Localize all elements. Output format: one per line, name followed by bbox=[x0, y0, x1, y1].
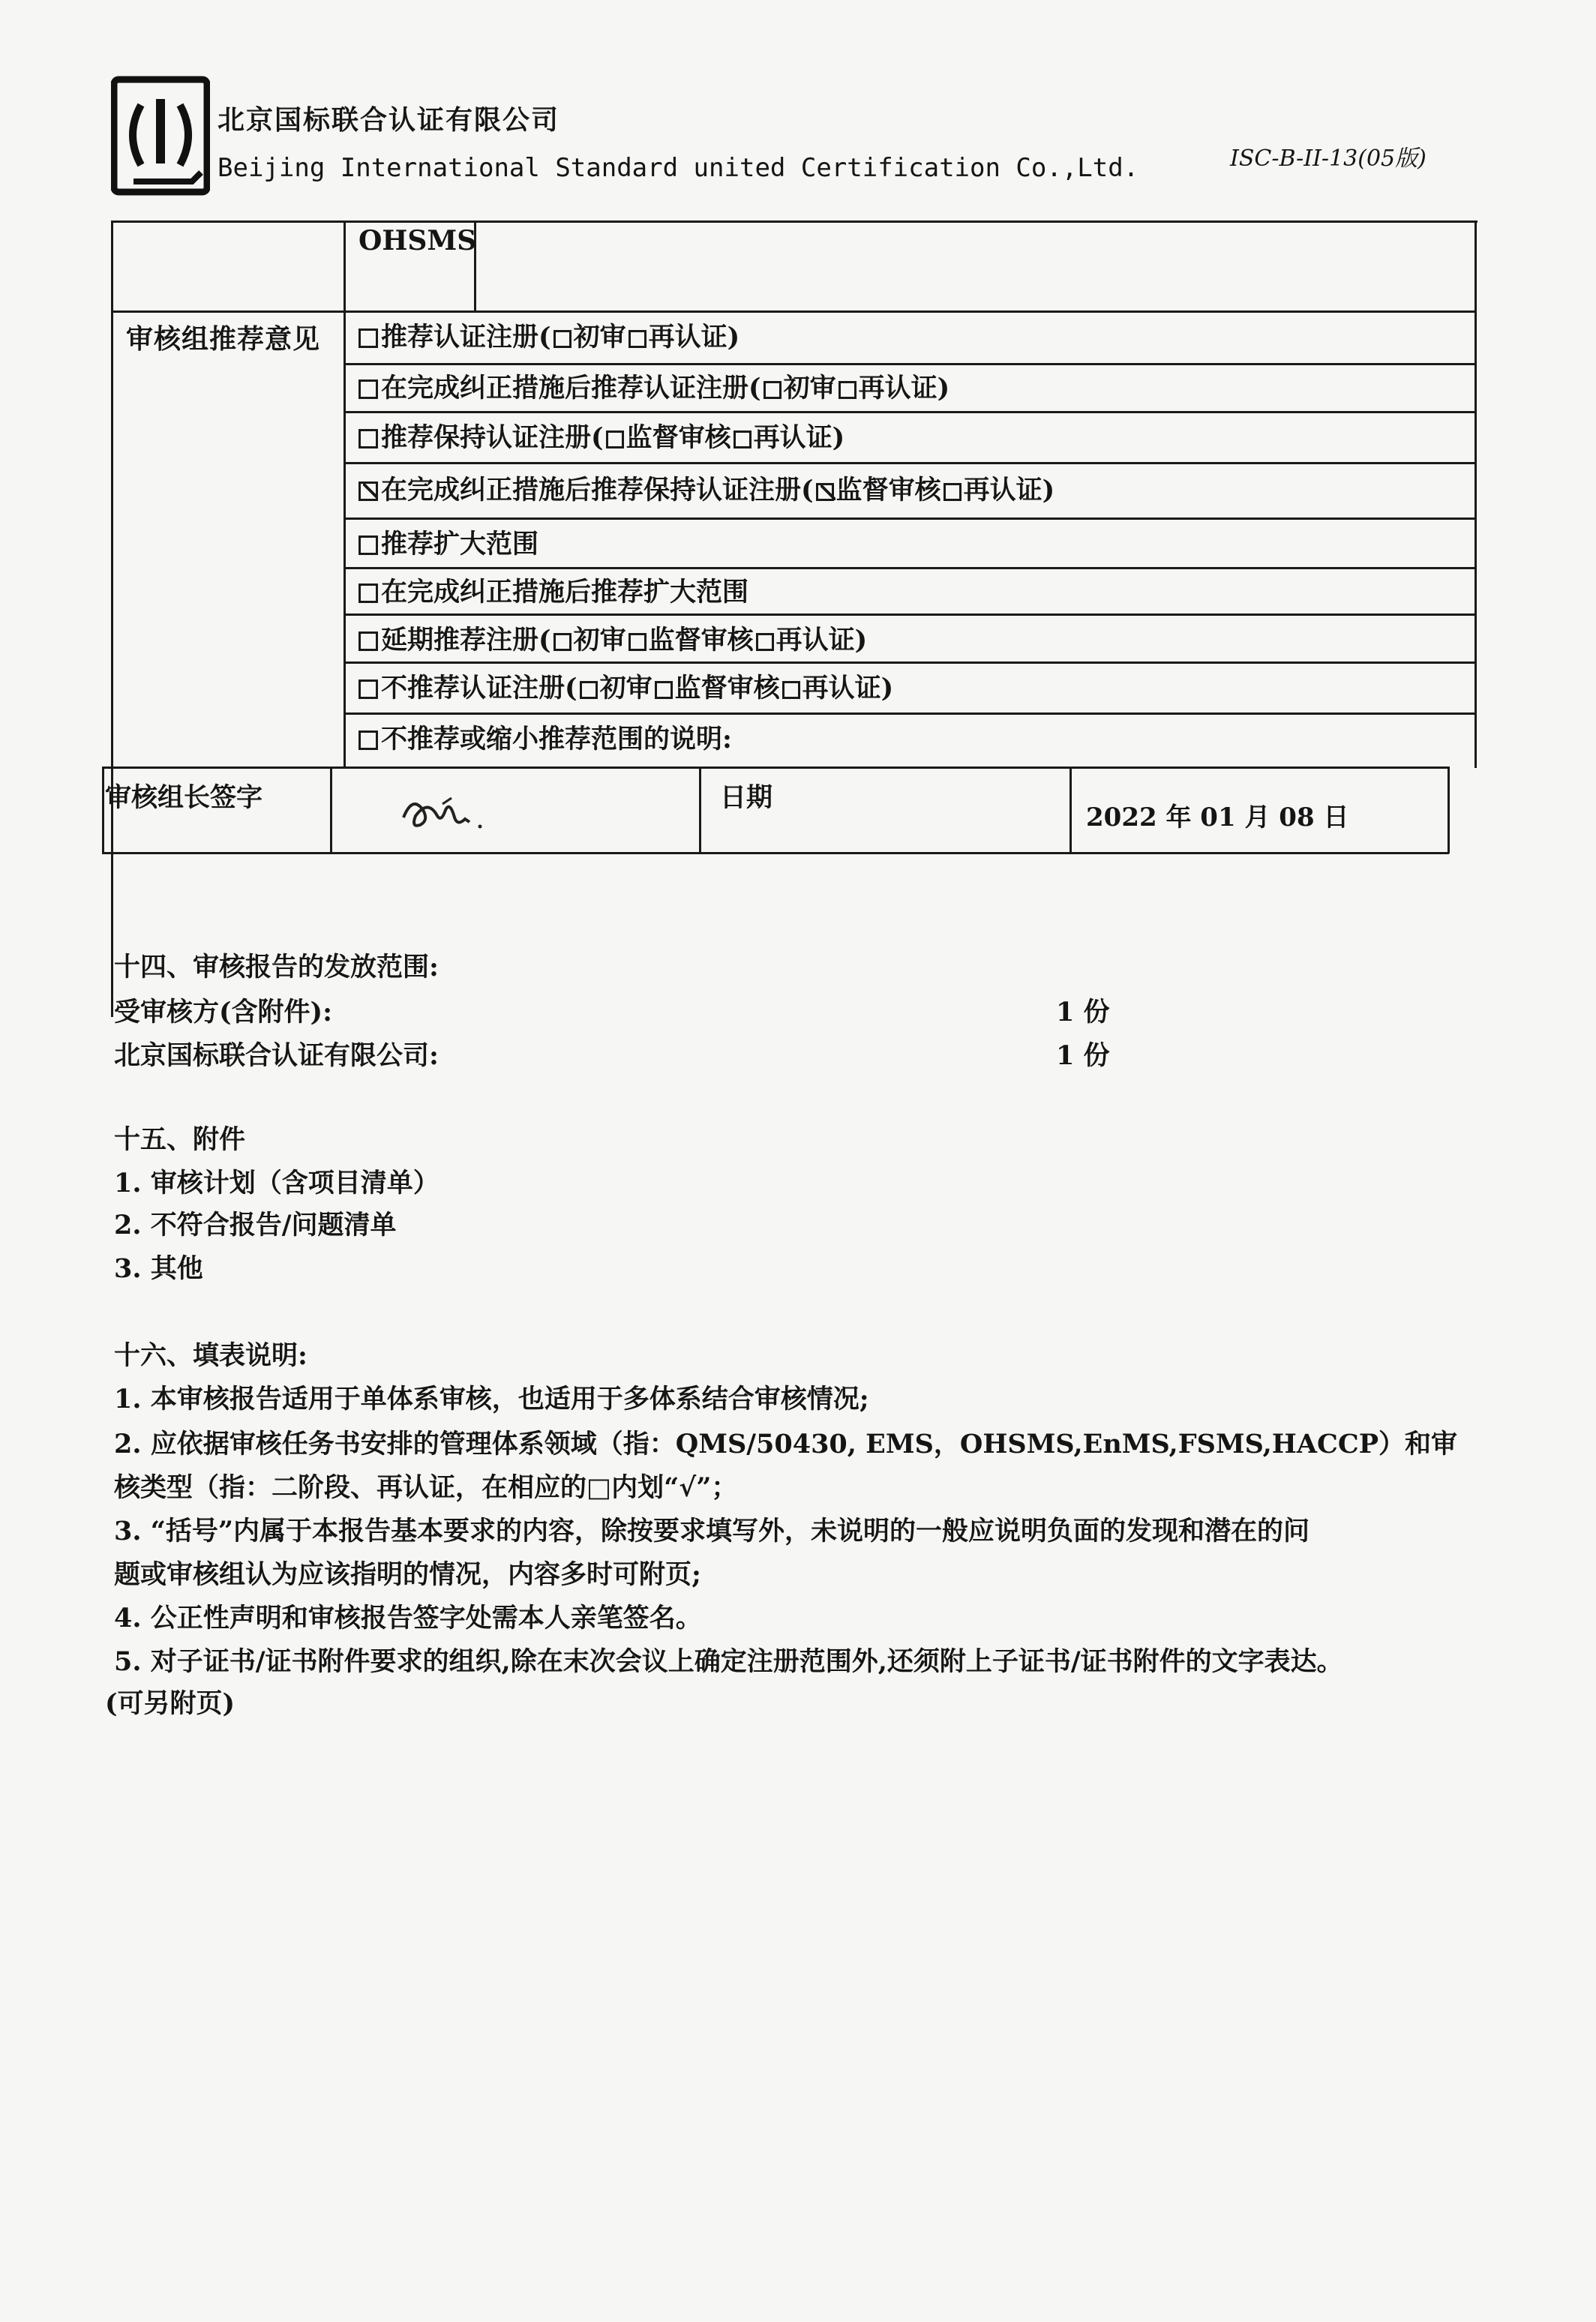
row-line bbox=[344, 411, 1476, 413]
option-label: 再认证) bbox=[802, 673, 894, 704]
table-right-border bbox=[1474, 220, 1477, 768]
option-label: 再认证) bbox=[858, 373, 950, 404]
attachments-title: 十五、附件 bbox=[114, 1124, 246, 1155]
checkbox-empty[interactable] bbox=[838, 381, 856, 399]
checkbox-checked[interactable] bbox=[816, 483, 834, 501]
sign-col-divider bbox=[330, 766, 332, 854]
row-line bbox=[344, 614, 1476, 616]
checkbox-empty[interactable] bbox=[655, 681, 673, 699]
company-name-en: Beijing International Standard united Certification Co.,Ltd. bbox=[218, 153, 1139, 183]
instruction-line: 题或审核组认为应该指明的情况，内容多时可附页; bbox=[114, 1559, 701, 1590]
distribution-row-copies: 1 份 bbox=[1056, 997, 1110, 1028]
option-label: 在完成纠正措施后推荐认证注册( bbox=[381, 373, 761, 404]
instructions-title: 十六、填表说明: bbox=[114, 1340, 308, 1371]
table-top-border bbox=[111, 220, 1478, 223]
option-label: 在完成纠正措施后推荐扩大范围 bbox=[381, 577, 749, 608]
checkbox-empty[interactable] bbox=[358, 632, 378, 651]
system-label: OHSMS bbox=[358, 225, 477, 256]
checkbox-empty[interactable] bbox=[628, 633, 646, 651]
option-label: 延期推荐注册( bbox=[381, 625, 551, 656]
option-label: 推荐保持认证注册( bbox=[381, 422, 604, 453]
option-label: 监督审核 bbox=[674, 673, 780, 704]
option-label: 不推荐认证注册( bbox=[381, 673, 578, 704]
recommendation-option bbox=[358, 718, 732, 756]
option-label: 初审 bbox=[599, 673, 652, 704]
checkbox-empty[interactable] bbox=[782, 681, 800, 699]
option-label: 不推荐或缩小推荐范围的说明: bbox=[381, 724, 732, 754]
option-label: 推荐扩大范围 bbox=[381, 529, 539, 560]
row-line bbox=[344, 363, 1476, 365]
date-value-divider bbox=[1070, 766, 1072, 854]
recommend-label: 审核组推荐意见 bbox=[126, 323, 321, 355]
recommendation-option bbox=[358, 524, 538, 561]
recommendation-option bbox=[358, 572, 748, 609]
recommendation-option bbox=[358, 668, 893, 705]
attachment-item: 2. 不符合报告/问题清单 bbox=[114, 1210, 397, 1240]
table-left-border bbox=[111, 220, 113, 1017]
distribution-row-label: 受审核方(含附件): bbox=[114, 997, 333, 1028]
checkbox-empty[interactable] bbox=[358, 380, 378, 399]
row-line bbox=[111, 310, 1476, 313]
option-label: 再认证) bbox=[776, 625, 868, 656]
checkbox-empty[interactable] bbox=[358, 429, 378, 448]
row-line bbox=[102, 766, 1449, 769]
checkbox-empty[interactable] bbox=[358, 730, 378, 750]
date-label-divider bbox=[699, 766, 701, 854]
row-line bbox=[344, 567, 1476, 569]
distribution-row-label: 北京国标联合认证有限公司: bbox=[114, 1040, 439, 1071]
document-code: ISC-B-II-13(05版) bbox=[1230, 146, 1426, 172]
option-label: 初审 bbox=[573, 322, 626, 352]
option-label: 监督审核 bbox=[648, 625, 754, 656]
instruction-line: 1. 本审核报告适用于单体系审核，也适用于多体系结合审核情况; bbox=[114, 1384, 869, 1414]
option-label: 推荐认证注册( bbox=[381, 322, 551, 352]
row-line bbox=[344, 462, 1476, 464]
checkbox-empty[interactable] bbox=[734, 430, 752, 448]
instruction-line: 2. 应依据审核任务书安排的管理体系领域（指：QMS/50430, EMS，OHSMS,EnMS,FSMS,HACCP）和审 bbox=[114, 1429, 1458, 1460]
option-label: 初审 bbox=[573, 625, 626, 656]
instruction-line: 核类型（指：二阶段、再认证，在相应的□内划“√”； bbox=[114, 1472, 738, 1503]
option-label: 监督审核 bbox=[836, 475, 941, 506]
checkbox-empty[interactable] bbox=[764, 381, 782, 399]
sign-row-left-border bbox=[102, 766, 104, 854]
row-line bbox=[344, 712, 1476, 715]
checkbox-empty[interactable] bbox=[756, 633, 774, 651]
distribution-row-copies: 1 份 bbox=[1056, 1040, 1110, 1071]
attachment-item: 3. 其他 bbox=[114, 1253, 203, 1284]
checkbox-empty[interactable] bbox=[580, 681, 598, 699]
recommendation-option bbox=[358, 620, 867, 657]
recommendation-option bbox=[358, 368, 950, 405]
sign-row-bottom-border bbox=[102, 852, 1449, 854]
checkbox-empty[interactable] bbox=[358, 680, 378, 699]
option-label: 在完成纠正措施后推荐保持认证注册( bbox=[381, 475, 814, 506]
table-col-divider bbox=[344, 220, 346, 766]
checkbox-checked[interactable] bbox=[358, 482, 378, 501]
distribution-title: 十四、审核报告的发放范围: bbox=[114, 952, 439, 982]
checkbox-empty[interactable] bbox=[358, 328, 378, 348]
leader-sign-label: 审核组长签字 bbox=[105, 782, 263, 813]
recommendation-option bbox=[358, 316, 740, 354]
date-label: 日期 bbox=[720, 782, 773, 813]
instruction-line: 5. 对子证书/证书附件要求的组织,除在末次会议上确定注册范围外,还须附上子证书/证书附件的文字表达。 bbox=[114, 1646, 1343, 1677]
instruction-line: 4. 公正性声明和审核报告签字处需本人亲笔签名。 bbox=[114, 1603, 702, 1634]
date-value: 2022 年 01 月 08 日 bbox=[1086, 802, 1349, 832]
checkbox-empty[interactable] bbox=[606, 430, 624, 448]
isc-logo-icon bbox=[111, 75, 210, 198]
instruction-line: (可另附页) bbox=[105, 1688, 236, 1719]
checkbox-empty[interactable] bbox=[944, 483, 962, 501]
checkbox-empty[interactable] bbox=[554, 330, 572, 348]
row-line bbox=[344, 518, 1476, 520]
option-label: 再认证) bbox=[753, 422, 845, 453]
option-label: 初审 bbox=[783, 373, 836, 404]
row-line bbox=[344, 662, 1476, 664]
checkbox-empty[interactable] bbox=[358, 584, 378, 603]
signature-icon bbox=[398, 788, 488, 840]
attachment-item: 1. 审核计划（含项目清单） bbox=[114, 1168, 440, 1198]
option-label: 监督审核 bbox=[626, 422, 731, 453]
option-label: 再认证) bbox=[963, 475, 1055, 506]
company-name-cn: 北京国标联合认证有限公司 bbox=[218, 104, 560, 136]
option-label: 再认证) bbox=[648, 322, 740, 352]
checkbox-empty[interactable] bbox=[358, 536, 378, 555]
recommendation-option bbox=[358, 417, 844, 454]
checkbox-empty[interactable] bbox=[628, 330, 646, 348]
instruction-line: 3. “括号”内属于本报告基本要求的内容，除按要求填写外，未说明的一般应说明负面的发现和潜在的问 bbox=[114, 1516, 1310, 1546]
sign-row-right-border bbox=[1448, 766, 1450, 854]
recommendation-option bbox=[358, 470, 1054, 507]
checkbox-empty[interactable] bbox=[554, 633, 572, 651]
